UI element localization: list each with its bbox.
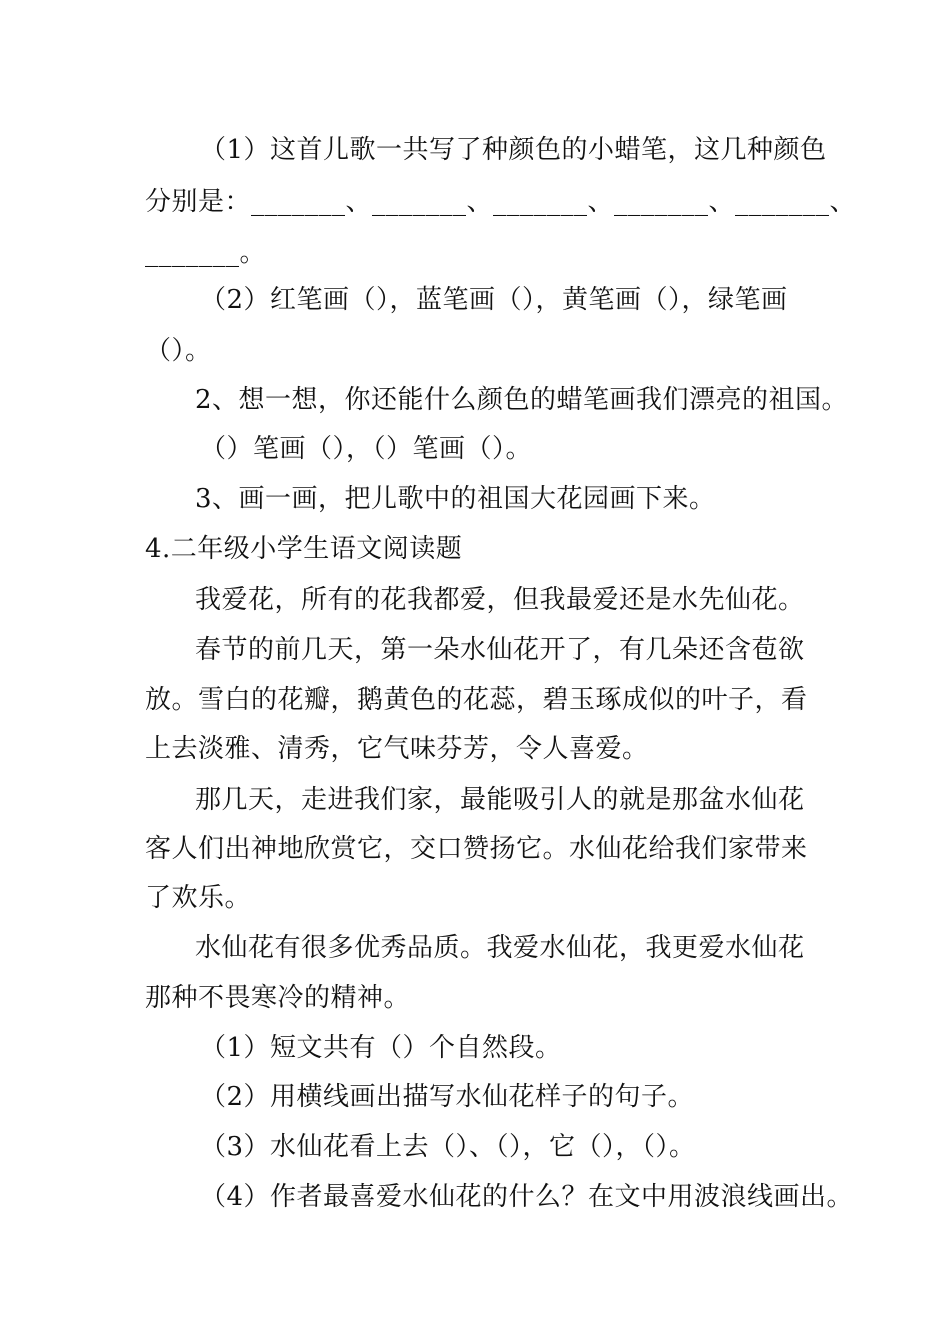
item-2-line-1: 2、想一想，你还能什么颜色的蜡笔画我们漂亮的祖国。 <box>195 385 849 415</box>
question-1-line-1: （1）这首儿歌一共写了种颜色的小蜡笔，这几种颜色 <box>200 135 827 165</box>
paragraph-2-line-3: 上去淡雅、清秀，它气味芬芳，令人喜爱。 <box>145 734 649 764</box>
item-2-line-2: （）笔画（），（）笔画（）。 <box>200 434 533 464</box>
reading-question-3: （3）水仙花看上去（）、（），它（），（）。 <box>200 1132 696 1162</box>
paragraph-4-line-1: 水仙花有很多优秀品质。我爱水仙花，我更爱水仙花 <box>195 933 805 963</box>
item-3: 3、画一画，把儿歌中的祖国大花园画下来。 <box>195 484 716 514</box>
paragraph-3-line-3: 了欢乐。 <box>145 883 252 913</box>
paragraph-1: 我爱花，所有的花我都爱，但我最爱还是水先仙花。 <box>195 585 805 615</box>
paragraph-3-line-2: 客人们出神地欣赏它，交口赞扬它。水仙花给我们家带来 <box>145 834 808 864</box>
paragraph-4-line-2: 那种不畏寒冷的精神。 <box>145 983 411 1013</box>
question-1-line-2: 分别是：_______、_______、_______、_______、_______、 <box>145 187 857 217</box>
reading-question-4: （4）作者最喜爱水仙花的什么？在文中用波浪线画出。 <box>200 1182 854 1212</box>
section-heading: 4.二年级小学生语文阅读题 <box>145 534 463 564</box>
question-2-line-1: （2）红笔画（），蓝笔画（），黄笔画（），绿笔画 <box>200 285 788 315</box>
paragraph-2-line-1: 春节的前几天，第一朵水仙花开了，有几朵还含苞欲 <box>195 635 805 665</box>
reading-question-1: （1）短文共有（）个自然段。 <box>200 1033 562 1063</box>
paragraph-3-line-1: 那几天，走进我们家，最能吸引人的就是那盆水仙花 <box>195 785 805 815</box>
question-1-line-3: _______。 <box>145 238 267 268</box>
reading-question-2: （2）用横线画出描写水仙花样子的句子。 <box>200 1082 695 1112</box>
paragraph-2-line-2: 放。雪白的花瓣，鹅黄色的花蕊，碧玉琢成似的叶子，看 <box>145 685 808 715</box>
question-2-line-2: （）。 <box>145 336 212 366</box>
